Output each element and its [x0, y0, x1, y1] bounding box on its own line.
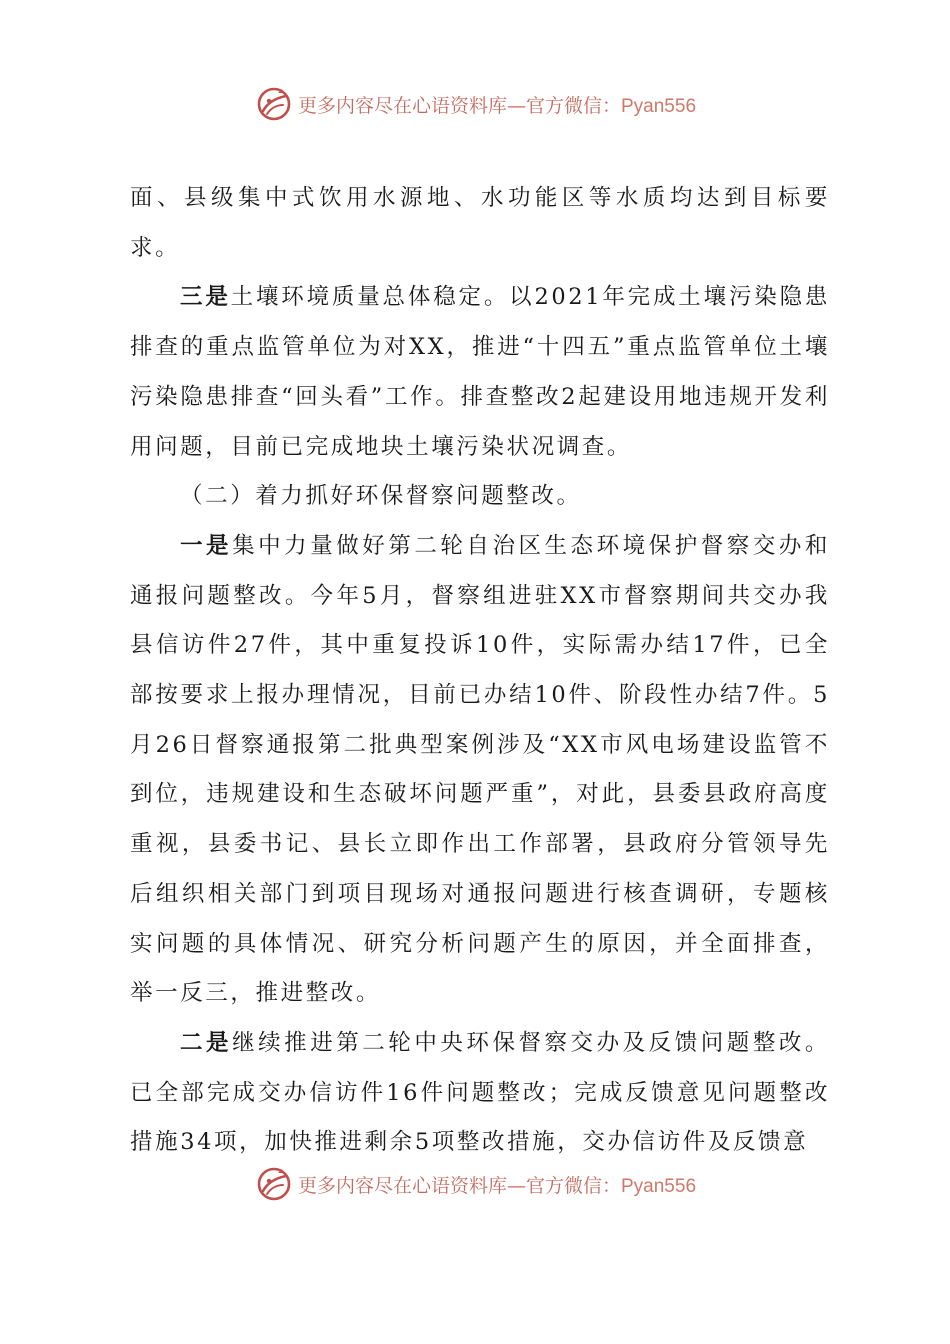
- paragraph-lead: 二是: [180, 1029, 233, 1056]
- paragraph-regional-inspection: 一是集中力量做好第二轮自治区生态环境保护督察交办和通报问题整改。今年5月，督察组进驻XX市督察期间共交办我县信访件27件，其中重复投诉10件，实际需办结17件，已全部按要求上报办理情况，目前已办结10件、阶段性办结7件。5月26日督察通报第二批典型案例涉及“XX市风电场建设监管不到位，违规建设和生态破坏问题严重”，对此，县委县政府高度重视，县委书记、县长立即作出工作部署，县政府分管领导先后组织相关部门到项目现场对通报问题进行核查调研，专题核实问题的具体情况、研究分析问题产生的原因，并全面排查，举一反三，推进整改。: [130, 532, 830, 1007]
- watermark-banner-bottom: [0, 1164, 950, 1204]
- section-heading-inspection: （二）着力抓好环保督察问题整改。: [180, 483, 582, 510]
- document-body: [130, 174, 830, 1168]
- watermark-logo-icon: [254, 84, 294, 124]
- watermark-wechat-id: Pyan556: [621, 1175, 697, 1197]
- watermark-text: 更多内容尽在心语资料库—官方微信：Pyan556: [297, 94, 697, 117]
- paragraph-water-quality: 面、县级集中式饮用水源地、水功能区等水质均达到目标要求。: [130, 185, 830, 261]
- watermark-banner-top: [0, 84, 950, 124]
- paragraph-central-inspection: 二是继续推进第二轮中央环保督察交办及反馈问题整改。已全部完成交办信访件16件问题整改；完成反馈意见问题整改措施34项，加快推进剩余5项整改措施，交办信访件及反馈意: [130, 1029, 830, 1156]
- watermark-wechat-id: Pyan556: [621, 95, 697, 117]
- paragraph-soil-quality: 三是土壤环境质量总体稳定。以2021年完成土壤污染隐患排查的重点监管单位为对XX，推进“十四五”重点监管单位土壤污染隐患排查“回头看”工作。排查整改2起建设用地违规开发利用问题，目前已完成地块土壤污染状况调查。: [130, 284, 830, 460]
- paragraph-lead: 三是: [180, 284, 231, 311]
- paragraph-lead: 一是: [180, 532, 233, 559]
- watermark-logo-icon: [254, 1164, 294, 1204]
- watermark-text: 更多内容尽在心语资料库—官方微信：Pyan556: [297, 1174, 697, 1197]
